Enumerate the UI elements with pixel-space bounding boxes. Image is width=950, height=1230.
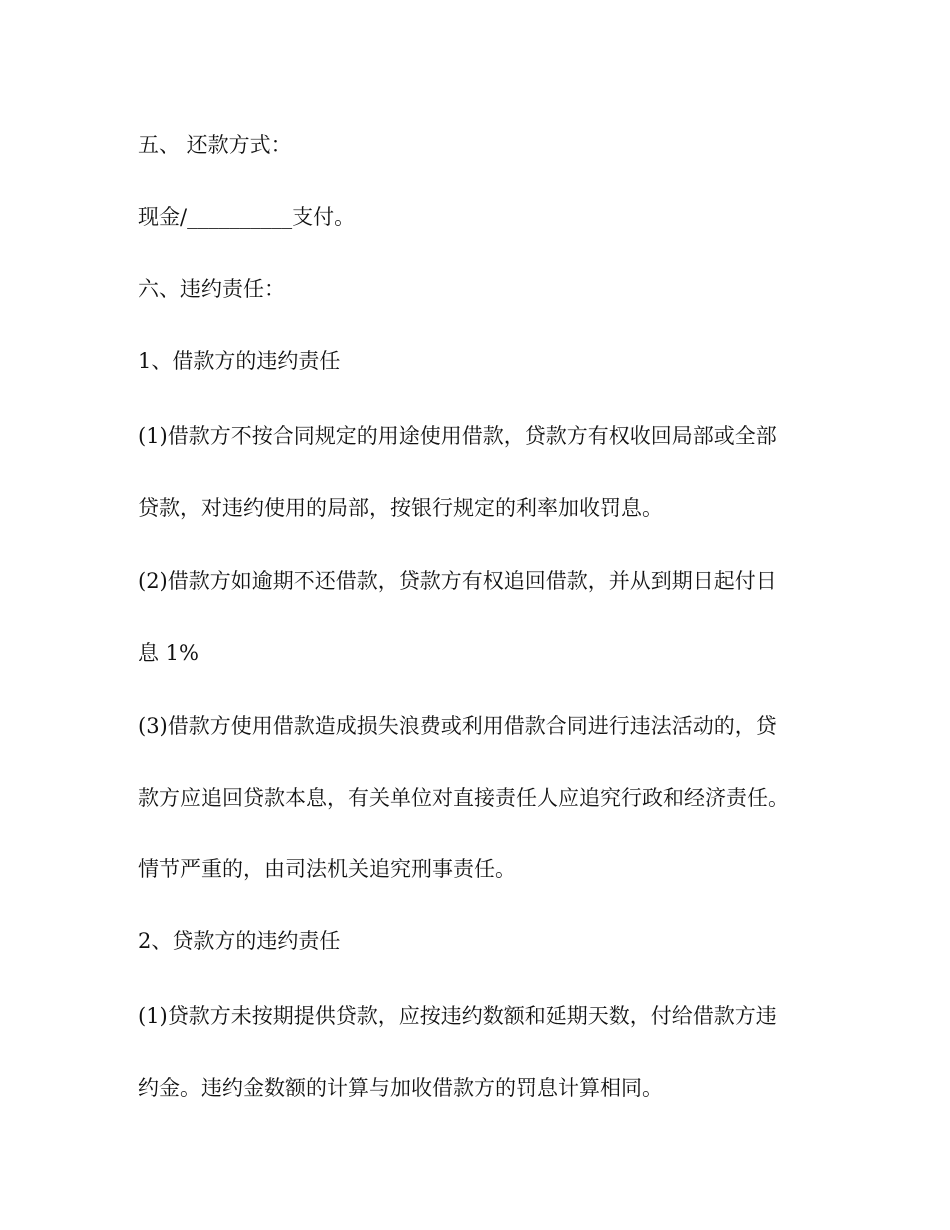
clause-1-line-2: 贷款，对违约使用的局部，按银行规定的利率加收罚息。 — [138, 496, 663, 520]
clause-2-line-1: (2)借款方如逾期不还借款，贷款方有权追回借款，并从到期日起付日 — [138, 569, 777, 593]
lender-clause-1-line-1: (1)贷款方未按期提供贷款，应按违约数额和延期天数，付给借款方违 — [138, 1004, 777, 1028]
repayment-method-text: 现金/__________支付。 — [138, 205, 356, 229]
clause-3-line-2: 款方应追回贷款本息，有关单位对直接责任人应追究行政和经济责任。 — [138, 786, 789, 810]
lender-clause-1-line-2: 约金。违约金数额的计算与加收借款方的罚息计算相同。 — [138, 1076, 663, 1100]
section-heading-breach-liability: 六、违约责任： — [138, 277, 285, 301]
clause-2-line-2: 息 1% — [138, 641, 199, 665]
subheading-borrower-liability: 1、借款方的违约责任 — [138, 349, 341, 373]
clause-1-line-1: (1)借款方不按合同规定的用途使用借款，贷款方有权收回局部或全部 — [138, 424, 777, 448]
section-heading-repayment-method: 五、 还款方式： — [138, 133, 292, 157]
clause-3-line-1: (3)借款方使用借款造成损失浪费或利用借款合同进行违法活动的，贷 — [138, 714, 777, 738]
subheading-lender-liability: 2、贷款方的违约责任 — [138, 929, 341, 953]
clause-3-line-3: 情节严重的，由司法机关追究刑事责任。 — [138, 857, 516, 881]
